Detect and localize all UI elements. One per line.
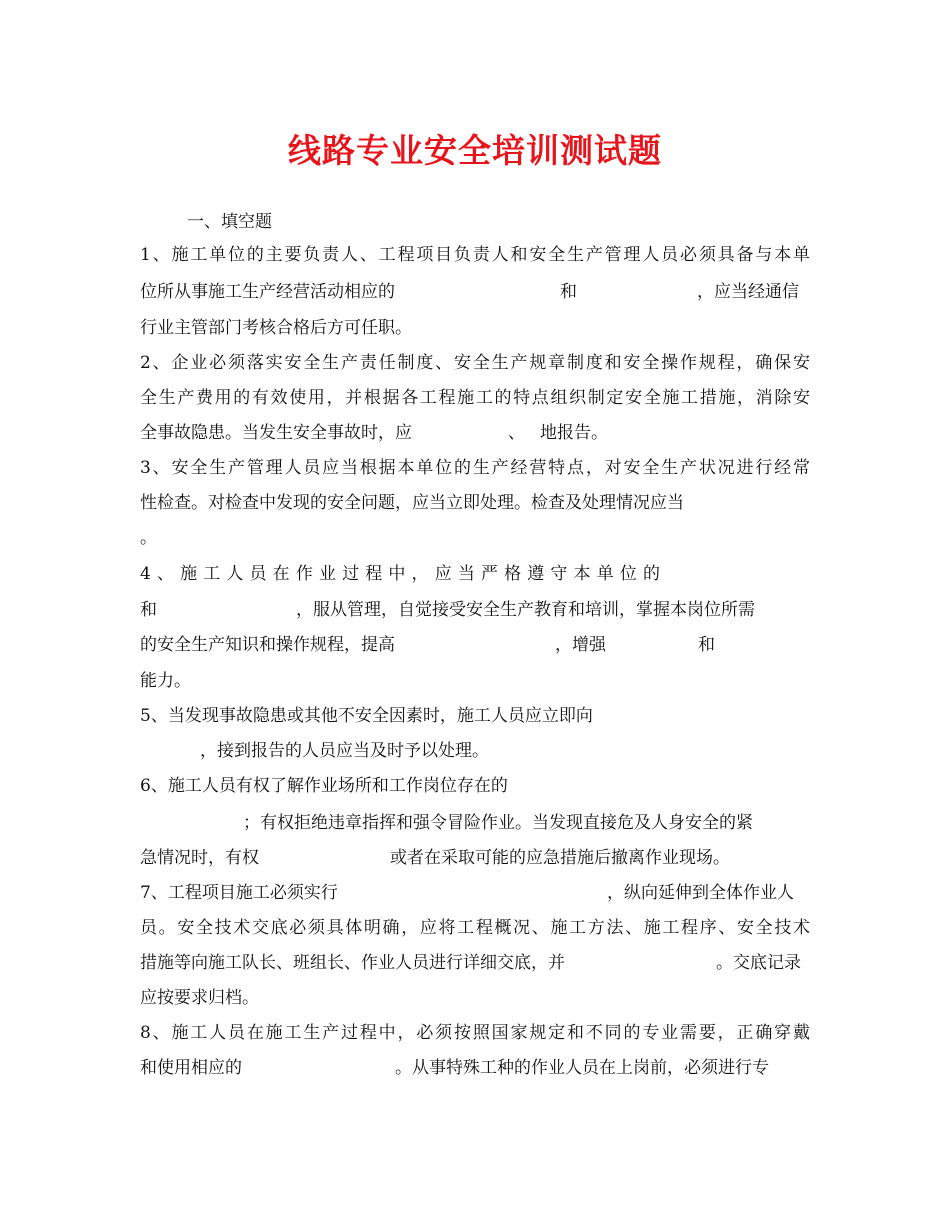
q4-line3-part2: ，增强: [555, 635, 606, 655]
q2-line3-part2: 、: [508, 423, 525, 443]
q3-line1: 3、安全生产管理人员应当根据本单位的生产经营特点，对安全生产状况进行经常: [140, 458, 810, 478]
q4-line2-part1: 和: [140, 600, 157, 620]
q2-line3-part1: 全事故隐患。当发生安全事故时，应: [140, 423, 412, 443]
q1-line2-part3: ，应当经通信: [697, 282, 799, 302]
q2-line1: 2、企业必须落实安全生产责任制度、安全生产规章制度和安全操作规程，确保安: [140, 353, 810, 373]
q7-line1-part1: 7、工程项目施工必须实行: [140, 883, 338, 903]
q1-line2-part1: 位所从事施工生产经营活动相应的: [140, 282, 395, 302]
q6-line3-part2: 或者在采取可能的应急措施后撤离作业现场。: [390, 848, 730, 868]
q8-line1: 8、施工人员在施工生产过程中，必须按照国家规定和不同的专业需要，正确穿戴: [140, 1023, 810, 1043]
q3-line3: 。: [140, 528, 157, 548]
q4-line4: 能力。: [140, 671, 191, 691]
document-title: 线路专业安全培训测试题: [288, 131, 662, 170]
q8-line2-part2: 。从事特殊工种的作业人员在上岗前，必须进行专: [395, 1058, 769, 1078]
q8-line2-part1: 和使用相应的: [140, 1058, 242, 1078]
q4-line3-part3: 和: [698, 635, 715, 655]
q4-line1: 4、施工人员在作业过程中，应当严格遵守本单位的: [140, 564, 660, 584]
q2-line3-part3: 地报告。: [540, 423, 608, 443]
q7-line1-part2: ，纵向延伸到全体作业人: [607, 883, 794, 903]
q7-line3-part2: 。交底记录: [716, 953, 801, 973]
q1-line3: 行业主管部门考核合格后方可任职。: [140, 318, 412, 338]
section-heading: 一、填空题: [187, 212, 272, 232]
q2-line2: 全生产费用的有效使用，并根据各工程施工的特点组织制定安全施工措施，消除安: [140, 388, 810, 408]
q7-line2: 员。安全技术交底必须具体明确，应将工程概况、施工方法、施工程序、安全技术: [140, 918, 810, 938]
q1-line1: 1、施工单位的主要负责人、工程项目负责人和安全生产管理人员必须具备与本单: [140, 245, 810, 265]
q5-line1: 5、当发现事故隐患或其他不安全因素时，施工人员应立即向: [140, 706, 593, 726]
q3-line2: 性检查。对检查中发现的安全问题，应当立即处理。检查及处理情况应当: [140, 493, 684, 513]
q1-line2-part2: 和: [560, 282, 577, 302]
q4-line2-part2: ，服从管理，自觉接受安全生产教育和培训，掌握本岗位所需: [296, 600, 755, 620]
q6-line3-part1: 急情况时，有权: [140, 848, 259, 868]
q4-line3-part1: 的安全生产知识和操作规程，提高: [140, 635, 395, 655]
q5-line2: ，接到报告的人员应当及时予以处理。: [200, 741, 489, 761]
q6-line1: 6、施工人员有权了解作业场所和工作岗位存在的: [140, 776, 508, 796]
q6-line2: ；有权拒绝违章指挥和强令冒险作业。当发现直接危及人身安全的紧: [243, 813, 753, 833]
q7-line4: 应按要求归档。: [140, 988, 259, 1008]
q7-line3-part1: 措施等向施工队长、班组长、作业人员进行详细交底，并: [140, 953, 565, 973]
